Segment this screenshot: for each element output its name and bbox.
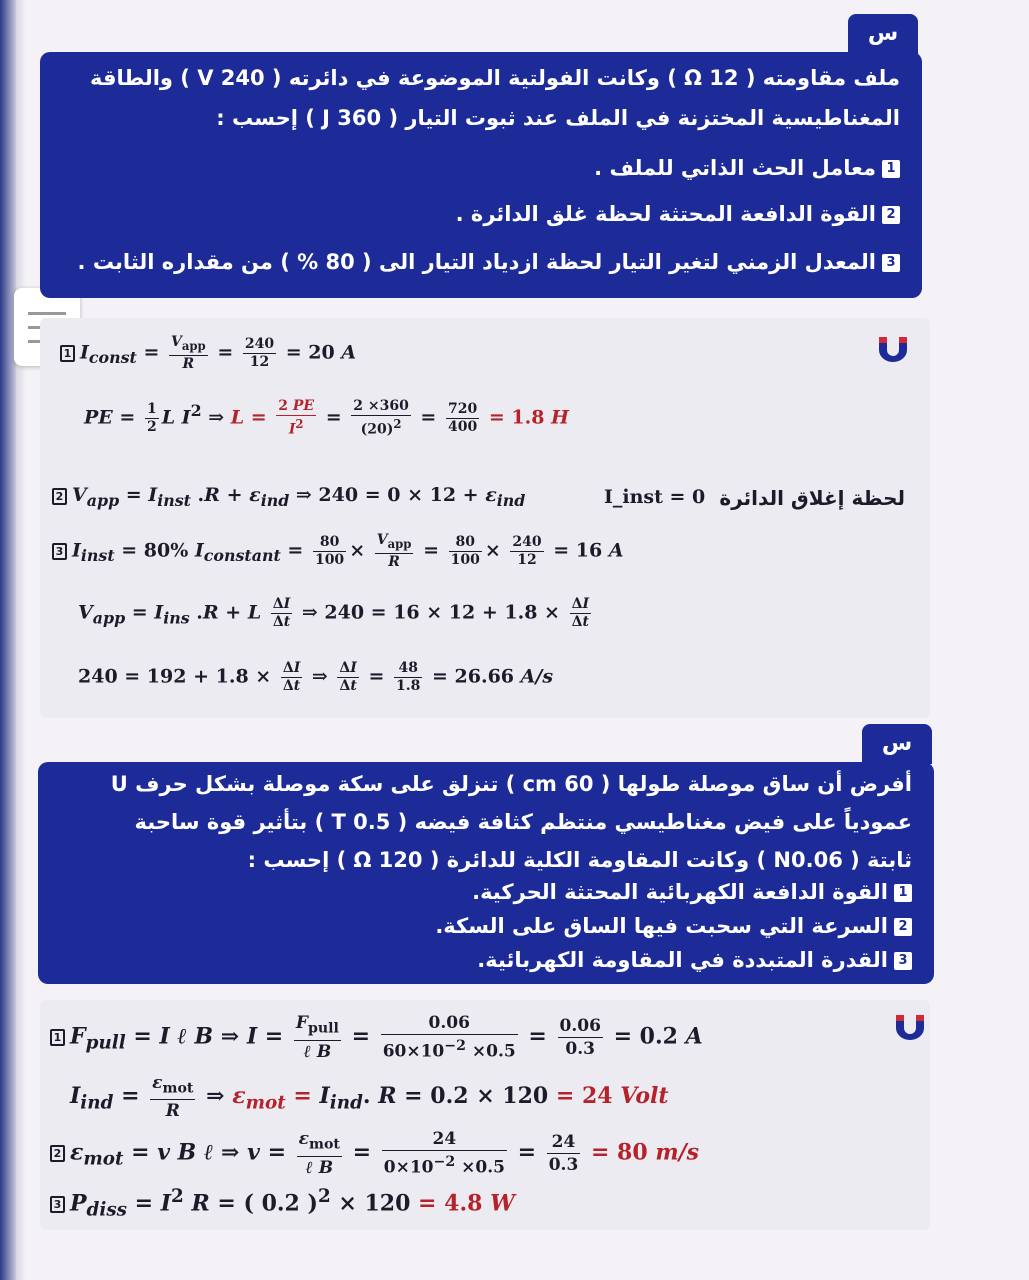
step-marker-2b: 2 [50,1145,65,1162]
equation-current: 1 $F_{pull} = I$ ℓ B ⇒ I = $\frac{F_{pull}}{\text{ℓ B}}$ = $\frac{0.06}{60\times 10^{-2} \times 0.5}$ = $\frac{0.06}{0.3}$ = 0.2 A [50,1012,703,1063]
question-label-2: س [862,724,932,764]
page-binding-shadow [16,0,26,1280]
equation-emf-closing: 2 $V_{app} = I_{inst}$ $.R + \varepsilon_{ind}$ ⇒ $240 = 0 \times 12 + \varepsilon_{ind}$ [52,484,525,510]
equation-inductance: PE = $\frac{1}{2}$ L $I^2$ ⇒ L = $\frac{2 PE}{I^2}$ = $\frac{2 \times 360}{(20)^2}$ = $\frac{720}{400}$ = 1.8 H [84,398,569,438]
equation-i-const: 1 $I_{const}$ = $\frac{V_{app}}{R}$ = $\frac{240}{12}$ = 20 A [60,334,356,373]
question-label: س [848,14,918,54]
step-marker-3: 3 [52,543,67,560]
page-binding-edge [0,0,16,1280]
question-1-line-2: المغناطيسية المختزنة في الملف عند ثبوت التيار ( 360 J ) إحسب : [216,106,900,130]
solution-1-panel [40,318,930,718]
item-text: القوة الدافعة المحتثة لحظة غلق الدائرة . [455,202,876,226]
magnet-icon [876,334,910,364]
closing-note: لحظة إغلاق الدائرة [719,486,905,510]
item-text: القوة الدافعة الكهربائية المحتثة الحركية. [472,880,888,904]
equation-i-inst-80: 3 $I_{inst} = 80\%$ $I_{constant}$ = $\frac{80}{100}$ × $\frac{V_{app}}{R}$ = $\frac{80}{100}$ × $\frac{240}{12}$ = 16 A [52,532,624,571]
question-2-item-3 [477,948,912,972]
equation-v-app-rate: $V_{app} = I_{ins}$ .R + L $\frac{\Delta I}{\Delta t}$ ⇒ 240 = 16 × 12 + 1.8 × $\frac{\Delta I}{\Delta t}$ [78,596,590,630]
question-1-line-1: ملف مقاومته ( 12 Ω ) وكانت الفولتية الموضوعة في دائرته ( 240 V ) والطاقة [90,66,900,90]
question-1-item-2 [456,202,900,226]
equation-velocity: 2 $\varepsilon_{mot} = v$ B ℓ ⇒ v = $\frac{\varepsilon_{mot}}{\text{ℓ B}}$ = $\frac{24}{0\times 10^{-2} \times 0.5}$ = $\frac{24}{0.3}$ = 80 m/s [50,1128,699,1179]
item-marker: 3 [882,254,900,272]
item-text: السرعة التي سحبت فيها الساق على السكة. [435,914,888,938]
equation-power: 3 $P_{diss} = I^2$ R = ( 0.2 )$^2$ × 120 = 4.8 W [50,1186,515,1221]
item-marker: 2 [882,206,900,224]
step-marker-1: 1 [60,345,75,362]
question-2-line-3: ثابتة ( N0.06 ) وكانت المقاومة الكلية للدائرة ( 120 Ω ) إحسب : [247,848,912,872]
item-marker: 3 [894,952,912,970]
item-text: معامل الحث الذاتي للملف . [594,156,876,180]
item-text: المعدل الزمني لتغير التيار لحظة ازدياد التيار الى ( 80 % ) من مقداره الثابت . [77,250,876,274]
question-2-box [38,762,934,984]
question-1-item-3 [78,250,900,274]
equation-emf-motional: $I_{ind}$ = $\frac{\varepsilon_{mot}}{R}$ ⇒ $\varepsilon_{mot} = I_{ind}$. R = 0.2 × 120 = 24 Volt [70,1073,669,1122]
i-inst-zero: I_inst = 0 [604,486,706,508]
question-2-item-1 [472,880,912,904]
magnet-icon [893,1012,927,1042]
item-marker: 2 [894,918,912,936]
item-text: القدرة المتبددة في المقاومة الكهربائية. [477,948,888,972]
step-marker-1b: 1 [50,1029,65,1046]
question-2-item-2 [435,914,912,938]
equation-rate-result: 240 = 192 + 1.8 × $\frac{\Delta I}{\Delta t}$ ⇒ $\frac{\Delta I}{\Delta t}$ = $\frac{48}{1.8}$ = 26.66 A/s [78,660,554,694]
item-marker: 1 [894,884,912,902]
step-marker-2: 2 [52,488,67,505]
question-2-line-1: أفرض أن ساق موصلة طولها ( 60 cm ) تنزلق على سكة موصلة بشكل حرف U [110,772,912,796]
step-marker-3b: 3 [50,1196,65,1213]
question-1-item-1 [594,156,900,180]
question-2-line-2: عمودياً على فيض مغناطيسي منتظم كثافة فيضه ( 0.5 T ) بتأثير قوة ساحبة [134,810,912,834]
item-marker: 1 [882,160,900,178]
question-1-box [40,52,922,298]
